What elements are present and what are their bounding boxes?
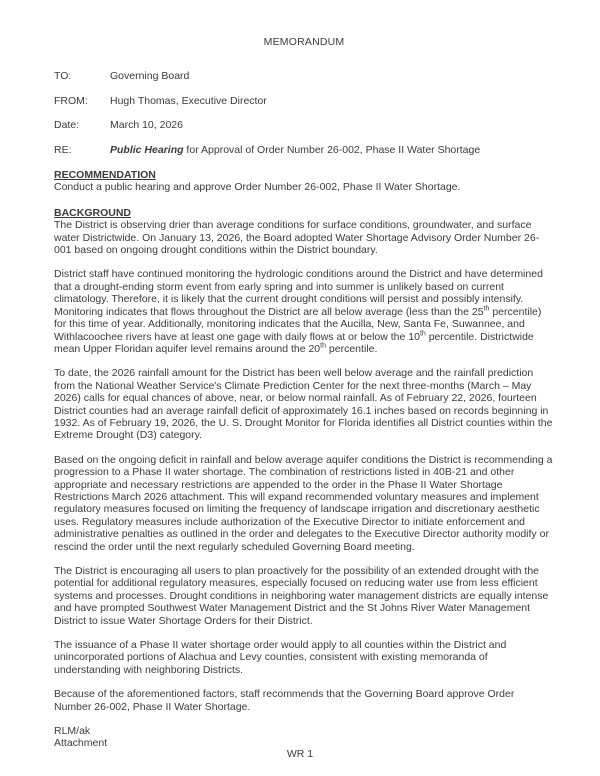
text-run: Conduct a public hearing and approve Order Number 26-002, Phase II Water Shortage. xyxy=(54,181,461,194)
text-run: for Approval of Order Number 26-002, Phase II Water Shortage xyxy=(183,143,481,156)
text-run: percentile. Districtwide mean Upper Floridan aquifer level remains around the 20 xyxy=(54,330,534,355)
text-run: To date, the 2026 rainfall amount for the District has been well below average and the rainfall prediction from the National Weather Service's Climate Prediction Center for the next three-months (March – May 2026) calls for equal chances of above, near, or below normal rainfall. As of February 22, 2026, fourteen District counties had an average rainfall deficit of approximately 16.1 inches based on records beginning in 1932. As of February 19, 2026, the U. S. Drought Monitor for Florida identifies all District counties within the Extreme Drought (D3) category. xyxy=(54,367,553,442)
body-paragraph xyxy=(54,688,554,713)
text-run: Because of the aforementioned factors, staff recommends that the Governing Board approve Order Number 26-002, Phase II Water Shortage. xyxy=(54,688,515,713)
header-field-value xyxy=(110,144,554,156)
text-run: The District is observing drier than average conditions for surface conditions, groundwater, and surface water Districtwide. On January 13, 2026, the Board adopted Water Shortage Advisory Order Number 26-001 based on ongoing drought conditions within the District boundary. xyxy=(54,219,540,257)
text-run: Governing Board xyxy=(110,70,190,83)
section-heading: RECOMMENDATION xyxy=(54,169,156,182)
text-run: The District is encouraging all users to plan proactively for the possibility of an extended drought with the potential for additional regulatory measures, especially focused on reducing water use from less efficient systems and processes. Drought conditions in neighboring water management districts are equally intense and have prompted Southwest Water Management District and the St Johns River Water Management District to issue Water Shortage Orders for their District. xyxy=(54,565,549,627)
superscript-text: th xyxy=(320,342,326,350)
page-footer: WR 1 xyxy=(286,748,314,760)
superscript-text: th xyxy=(419,330,426,337)
header-field-label: FROM: xyxy=(54,94,88,107)
superscript-text: th xyxy=(483,305,490,313)
memo-closing xyxy=(54,725,554,750)
emphasized-text: Public Hearing xyxy=(110,143,184,156)
header-field-value xyxy=(110,70,554,82)
text-run: March 10, 2026 xyxy=(110,119,183,132)
text-run: percentile) for this time of year. Additionally, monitoring indicates that the Aucilla, New, Santa Fe, Suwannee, and Withlacoochee rivers have at least one gage with daily flows at or below the 10 xyxy=(54,305,542,343)
text-run: The issuance of a Phase II water shortage order would apply to all counties within the District and unincorporated portions of Alachua and Levy counties, consistent with existing memoranda of understanding with neighboring Districts. xyxy=(54,639,507,676)
header-field-label: Date: xyxy=(54,119,80,132)
header-field-value xyxy=(110,95,554,107)
body-paragraph xyxy=(54,367,554,441)
header-field-row xyxy=(54,144,554,156)
body-paragraph xyxy=(54,219,554,256)
header-field-label: RE: xyxy=(54,143,72,156)
text-run: percentile. xyxy=(326,342,378,355)
closing-attachment: Attachment xyxy=(54,737,108,750)
header-field-row xyxy=(54,95,554,107)
body-paragraph xyxy=(54,268,554,355)
header-field-value xyxy=(110,119,554,131)
body-paragraph xyxy=(54,565,554,627)
body-paragraph xyxy=(54,454,554,553)
text-run: Hugh Thomas, Executive Director xyxy=(110,94,267,107)
body-paragraph xyxy=(54,181,554,193)
header-field-label: TO: xyxy=(54,70,72,83)
memo-title: MEMORANDUM xyxy=(263,36,345,48)
header-field-row xyxy=(54,119,554,131)
body-paragraph xyxy=(54,639,554,676)
text-run: Based on the ongoing deficit in rainfall and below average aquifer conditions the District is recommending a progression to a Phase II water shortage. The combination of restrictions listed in 40B-21 and other appropriate and necessary restrictions are appended to the order in the Phase II Water Shortage Restrictions March 2026 attachment. This will expand recommended voluntary measures and implement regulatory measures focused on limiting the frequency of landscape irrigation and discretionary aesthetic uses. Regulatory measures include authorization of the Executive Director to initiate enforcement and administrative penalties as outlined in the order and delegates to the Executive Director authority modify or rescind the order until the next regularly scheduled Governing Board meeting. xyxy=(54,453,553,553)
memo-body xyxy=(54,169,554,713)
closing-initials: RLM/ak xyxy=(54,725,91,738)
memo-header-fields xyxy=(54,70,554,156)
text-run: District staff have continued monitoring the hydrologic conditions around the District and have determined that a drought-ending storm event from early spring and into summer is unlikely based on current climatology. Therefore, it is likely that the current drought conditions will persist and possibly intensify. Monitoring indicates that flows throughout the District are all below average (less than the 25 xyxy=(54,268,543,318)
header-field-row xyxy=(54,70,554,82)
section-heading: BACKGROUND xyxy=(54,206,131,219)
